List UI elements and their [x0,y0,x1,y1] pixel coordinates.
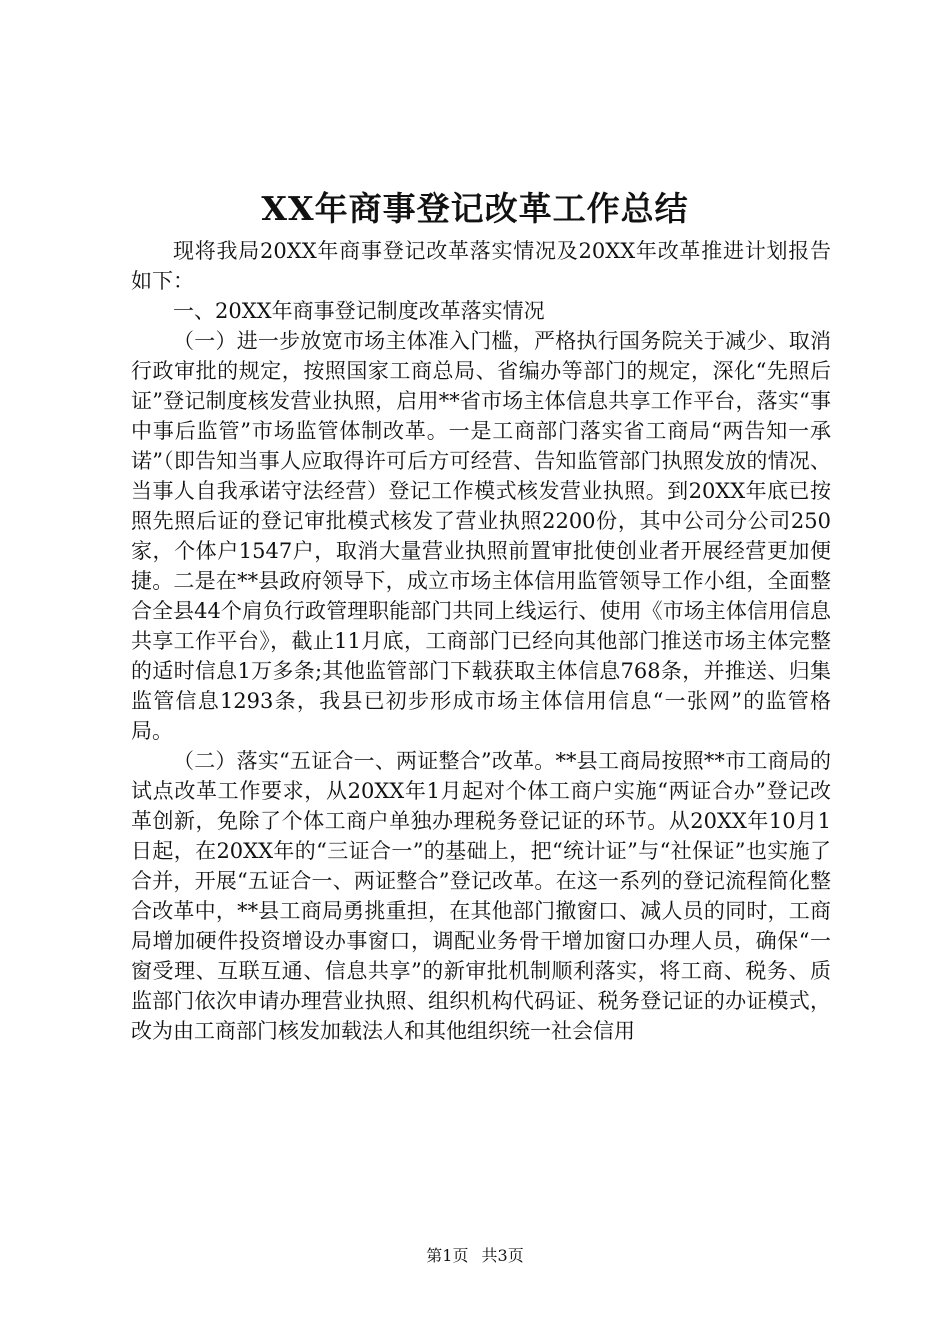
page-number-current: 第1页 [426,1246,469,1265]
section-heading-1: 一、20XX年商事登记制度改革落实情况 [173,299,545,323]
document-title: XX年商事登记改革工作总结 [261,189,689,228]
page-footer [0,1244,950,1268]
page-number-total: 共3页 [481,1246,524,1265]
document-body [131,236,831,1046]
paragraph-section-1-2: （二）落实“五证合一、两证整合”改革。**县工商局按照**市工商局的试点改革工作要求，从20XX年1月起对个体工商户实施“两证合办”登记改革创新，免除了个体工商户单独办理税务登记证的环节。从20XX年10月1日起，在20XX年的“三证合一”的基础上，把“统计证”与“社保证”也实施了合并，开展“五证合一、两证整合”登记改革。在这一系列的登记流程简化整合改革中，**县工商局勇挑重担，在其他部门撤窗口、减人员的同时，工商局增加硬件投资增设办事窗口，调配业务骨干增加窗口办理人员，确保“一窗受理、互联互通、信息共享”的新审批机制顺利落实，将工商、税务、质监部门依次申请办理营业执照、组织机构代码证、税务登记证的办证模式，改为由工商部门核发加载法人和其他组织统一社会信用 [131,749,831,1043]
paragraph-section-1-1: （一）进一步放宽市场主体准入门槛，严格执行国务院关于减少、取消行政审批的规定，按照国家工商总局、省编办等部门的规定，深化“先照后证”登记制度核发营业执照，启用**省市场主体信息共享工作平台，落实“事中事后监管”市场监管体制改革。一是工商部门落实省工商局“两告知一承诺”（即告知当事人应取得许可后方可经营、告知监管部门执照发放的情况、当事人自我承诺守法经营）登记工作模式核发营业执照。到20XX年底已按照先照后证的登记审批模式核发了营业执照2200份，其中公司分公司250家，个体户1547户，取消大量营业执照前置审批使创业者开展经营更加便捷。二是在**县政府领导下，成立市场主体信用监管领导工作小组，全面整合全县44个肩负行政管理职能部门共同上线运行、使用《市场主体信用信息共享工作平台》，截止11月底，工商部门已经向其他部门推送市场主体完整的适时信息1万多条;其他监管部门下载获取主体信息768条，并推送、归集监管信息1293条，我县已初步形成市场主体信用信息“一张网”的监管格局。 [131,329,831,743]
paragraph-intro: 现将我局20XX年商事登记改革落实情况及20XX年改革推进计划报告如下： [131,239,831,293]
